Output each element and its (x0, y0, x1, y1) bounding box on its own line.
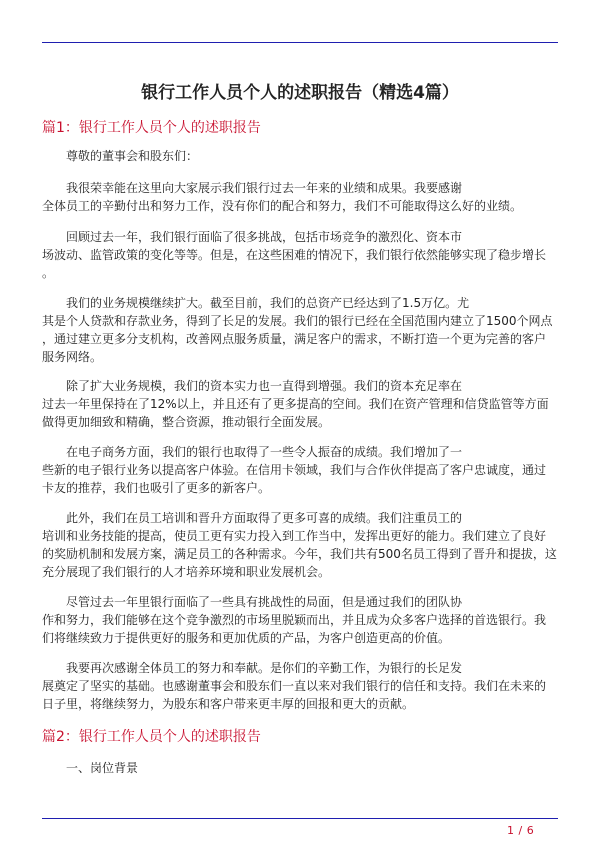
paragraph-line: 尽管过去一年里银行面临了一些具有挑战性的局面，但是通过我们的团队协 (66, 595, 463, 609)
header-rule (42, 42, 558, 43)
paragraph-line: 场波动、监管政策的变化等等。但是，在这些困难的情况下，我们银行依然能够实现了稳步增长 (42, 248, 547, 262)
paragraph-line: 充分展现了我们银行的人才培养环境和职业发展机会。 (42, 565, 331, 579)
paragraph-line: 全体员工的辛勤付出和努力工作，没有你们的配合和努力，我们不可能取得这么好的业绩。 (42, 199, 523, 213)
salutation: 尊敬的董事会和股东们： (66, 149, 199, 163)
paragraph-line: 。 (42, 266, 55, 280)
paragraph-line: 在电子商务方面，我们的银行也取得了一些令人振奋的成绩。我们增加了一 (66, 445, 463, 459)
paragraph-line: 除了扩大业务规模，我们的资本实力也一直得到增强。我们的资本充足率在 (66, 379, 463, 393)
paragraph-line: 我要再次感谢全体员工的努力和奉献。是你们的辛勤工作，为银行的长足发 (66, 661, 463, 675)
paragraph-line: 卡友的推荐，我们也吸引了更多的新客户。 (42, 481, 271, 495)
section-heading-2: 篇2：银行工作人员个人的述职报告 (42, 729, 261, 745)
paragraph-line: 的奖励机制和发展方案，满足员工的各种需求。今年，我们共有500名员工得到了晋升和提拔，这 (42, 547, 557, 561)
paragraph-line: 我很荣幸能在这里向大家展示我们银行过去一年来的业绩和成果。我要感谢 (66, 181, 463, 195)
paragraph-line: 些新的电子银行业务以提高客户体验。在信用卡领域，我们与合作伙伴提高了客户忠诚度，通过 (42, 463, 547, 477)
paragraph-line: 作和努力，我们能够在这个竞争激烈的市场里脱颖而出，并且成为众多客户选择的首选银行。我 (42, 613, 547, 627)
paragraph-line: 做得更加细致和精确，整合资源，推动银行全面发展。 (42, 415, 331, 429)
paragraph-line: 此外，我们在员工培训和晋升方面取得了更多可喜的成绩。我们注重员工的 (66, 511, 463, 525)
paragraph-line: 日子里，将继续努力，为股东和客户带来更丰厚的回报和更大的贡献。 (42, 697, 415, 711)
paragraph-line: ，通过建立更多分支机构，改善网点服务质量，满足客户的需求，不断打造一个更为完善的客户 (42, 332, 547, 346)
paragraph-line: 回顾过去一年，我们银行面临了很多挑战，包括市场竞争的激烈化、资本市 (66, 230, 463, 244)
paragraph-line: 们将继续致力于提供更好的服务和更加优质的产品，为客户创造更高的价值。 (42, 631, 451, 645)
section-heading-1: 篇1：银行工作人员个人的述职报告 (42, 120, 261, 136)
paragraph-line: 其是个人贷款和存款业务，得到了长足的发展。我们的银行已经在全国范围内建立了1500个网点 (42, 314, 553, 328)
page-indicator: 1 / 6 (507, 824, 535, 837)
paragraph-line: 过去一年里保持在了12%以上，并且还有了更多提高的空间。我们在资产管理和信贷监管等方面 (42, 397, 549, 411)
paragraph-line: 培训和业务技能的提高，使员工更有实力投入到工作当中，发挥出更好的能力。我们建立了良好 (42, 529, 547, 543)
footer-rule (42, 818, 558, 819)
document-title: 银行工作人员个人的述职报告（精选4篇） (141, 83, 459, 103)
subheading-post-background: 一、岗位背景 (66, 761, 139, 775)
paragraph-line: 我们的业务规模继续扩大。截至目前，我们的总资产已经达到了1.5万亿。尤 (66, 296, 470, 310)
paragraph-line: 展奠定了坚实的基础。也感谢董事会和股东们一直以来对我们银行的信任和支持。我们在未来的 (42, 679, 547, 693)
paragraph-line: 服务网络。 (42, 350, 103, 364)
